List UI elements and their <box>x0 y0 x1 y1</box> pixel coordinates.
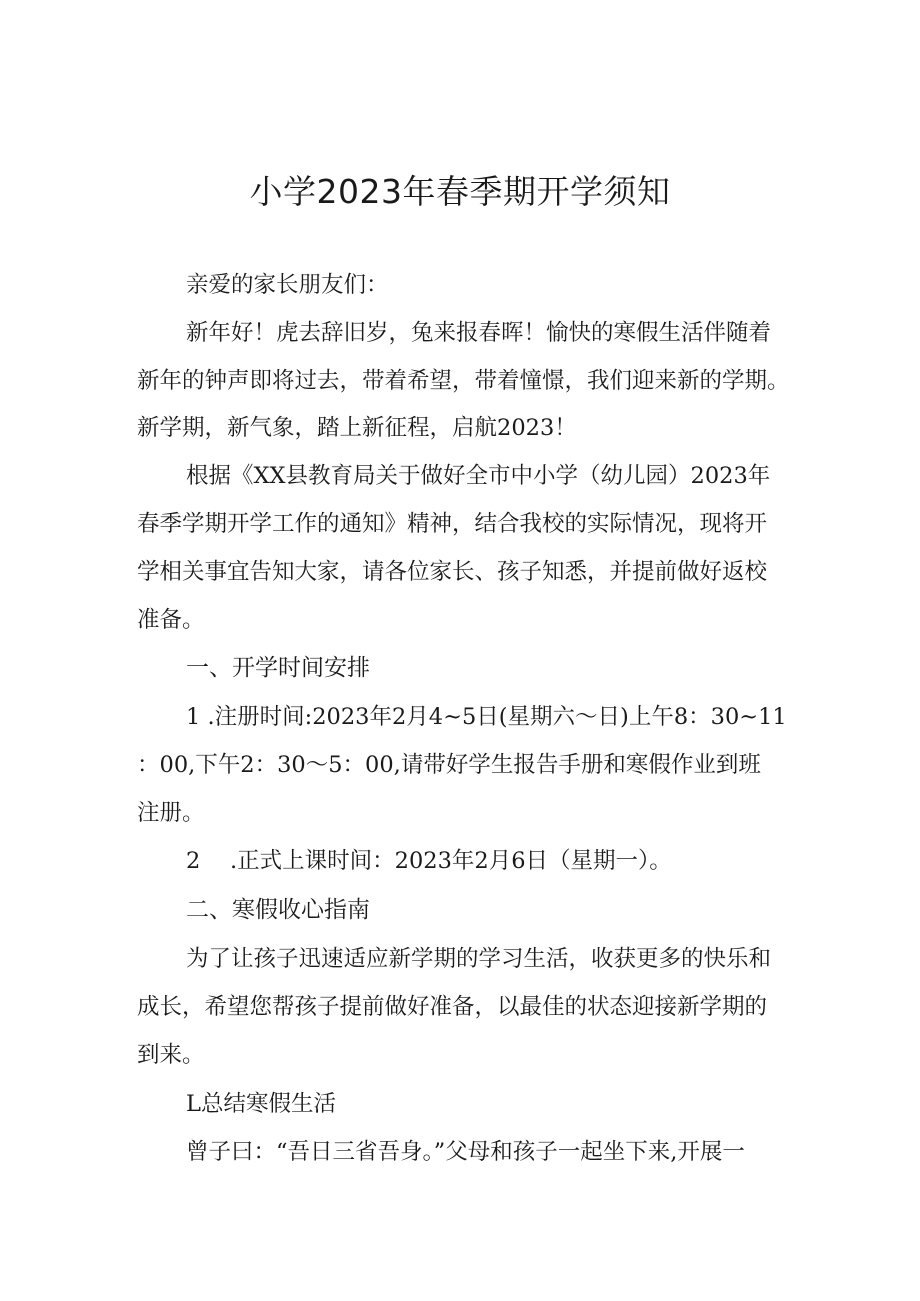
item-2-text: .正式上课时间：2023年2月6日（星期一）。 <box>230 848 672 874</box>
subsection-1-heading: L总结寒假生活 <box>186 1091 336 1117</box>
subsection-1-line-1: 曾子曰：“吾日三省吾身。”父母和孩子一起坐下来,开展一 <box>186 1139 745 1165</box>
basis-line-2: 春季学期开学工作的通知》精神，结合我校的实际情况，现将开 <box>137 511 768 537</box>
intro-line-3: 新学期，新气象，踏上新征程，启航2023！ <box>137 415 577 441</box>
section-2-heading: 二、寒假收心指南 <box>186 897 370 923</box>
section-1-heading: 一、开学时间安排 <box>186 655 370 681</box>
intro-line-1: 新年好！虎去辞旧岁，兔来报春晖！愉快的寒假生活伴随着 <box>186 320 772 346</box>
item-1-line-2: ：00,下午2：30～5：00,请带好学生报告手册和寒假作业到班 <box>137 752 761 778</box>
guide-line-3: 到来。 <box>137 1042 205 1068</box>
greeting: 亲爱的家长朋友们： <box>186 272 389 298</box>
document-title: 小学2023年春季期开学须知 <box>249 172 671 211</box>
intro-line-2: 新年的钟声即将过去，带着希望，带着憧憬，我们迎来新的学期。 <box>137 368 790 394</box>
guide-line-2: 成长，希望您帮孩子提前做好准备，以最佳的状态迎接新学期的 <box>137 994 768 1020</box>
guide-line-1: 为了让孩子迅速适应新学期的学习生活，收获更多的快乐和 <box>186 946 772 972</box>
item-1-line-1: 1 .注册时间:2023年2月4~5日(星期六～日)上午8：30~11 <box>186 704 787 730</box>
basis-line-1: 根据《XX县教育局关于做好全市中小学（幼儿园）2023年 <box>186 463 771 489</box>
basis-line-4: 准备。 <box>137 607 205 633</box>
item-2-number: 2 <box>186 848 201 874</box>
item-2 <box>186 846 672 876</box>
basis-line-3: 学相关事宜告知大家，请各位家长、孩子知悉，并提前做好返校 <box>137 559 768 585</box>
item-1-line-3: 注册。 <box>137 800 205 826</box>
